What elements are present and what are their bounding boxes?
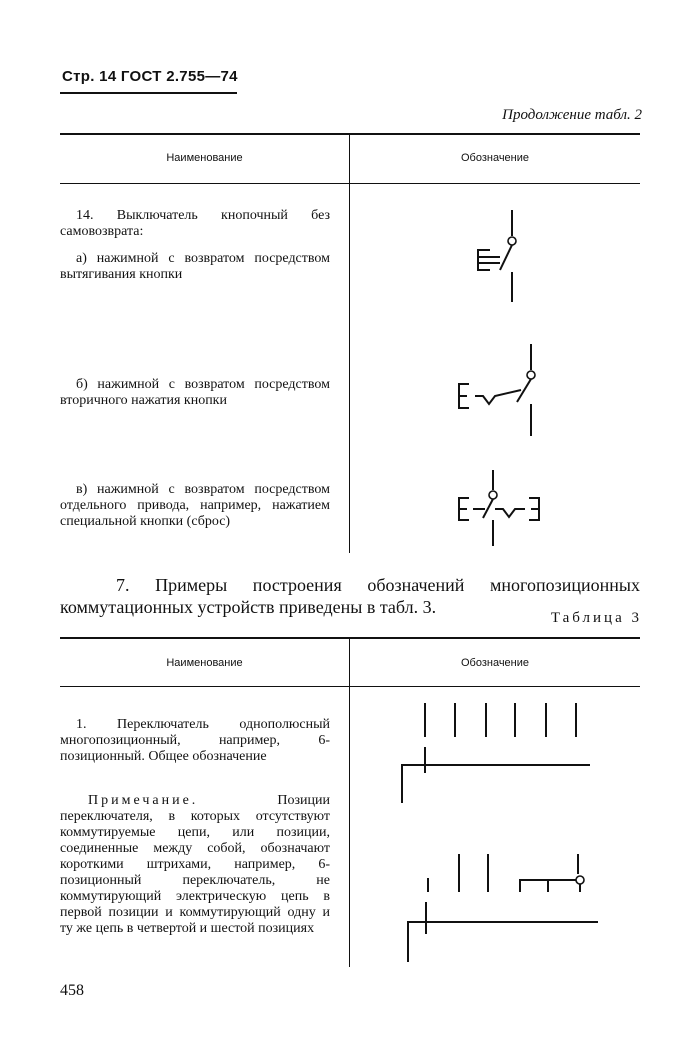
push-button-switch-second-press-return-icon: [455, 344, 545, 439]
table3-note-text: Позиции переключателя, в которых отсутствуют коммутируемые цепи, или позиции, соединенные между собой, обозначают короткими штрихами, например, 6-позиционный переключатель, не коммутирующий электрическую цепь в первой позиции и коммутирующий одну и ту же цепь в четвертой и шестой позициях: [60, 793, 330, 936]
table3-header-rule: [60, 686, 640, 687]
table2-row-14a: а) нажимной с возвратом посредством вытягивания кнопки: [60, 251, 330, 282]
table2-header-name: Наименование: [166, 152, 243, 164]
table2-header-rule: [60, 183, 640, 184]
table2-header-symbol: Обозначение: [460, 152, 530, 164]
page-number: 458: [60, 982, 84, 999]
table3-header-name: Наименование: [166, 657, 243, 669]
table2-row-14-title: 14. Выключатель кнопочный без самовозврата:: [60, 208, 330, 239]
table3-label: Таблица 3: [550, 610, 642, 626]
header-underline: [60, 92, 237, 94]
table3-note-label: Примечание.: [88, 793, 199, 808]
push-button-switch-reset-icon: [455, 470, 555, 550]
table2-row-14b: б) нажимной с возвратом посредством вторичного нажатия кнопки: [60, 377, 330, 408]
page-header: Стр. 14 ГОСТ 2.755—74: [62, 68, 238, 85]
table2-top-rule: [60, 133, 640, 135]
table-continuation-label: Продолжение табл. 2: [502, 107, 642, 123]
table3-row-1: 1. Переключатель однополюсный многопозиционный, например, 6-позиционный. Общее обозначение: [60, 717, 330, 764]
table3-note: [60, 793, 330, 937]
six-position-selector-general-icon: [398, 695, 598, 805]
paragraph-7: 7. Примеры построения обозначений многопозиционных коммутационных устройств приведены в табл. 3.: [60, 575, 640, 617]
table2-row-14c: в) нажимной с возвратом посредством отдельного привода, например, нажатием специальной кнопки (сброс): [60, 482, 330, 529]
push-button-switch-pull-return-icon: [470, 210, 530, 305]
table3-top-rule: [60, 637, 640, 639]
table3-header-symbol: Обозначение: [460, 657, 530, 669]
six-position-selector-example-icon: [398, 850, 603, 965]
table2-column-divider: [349, 133, 350, 553]
